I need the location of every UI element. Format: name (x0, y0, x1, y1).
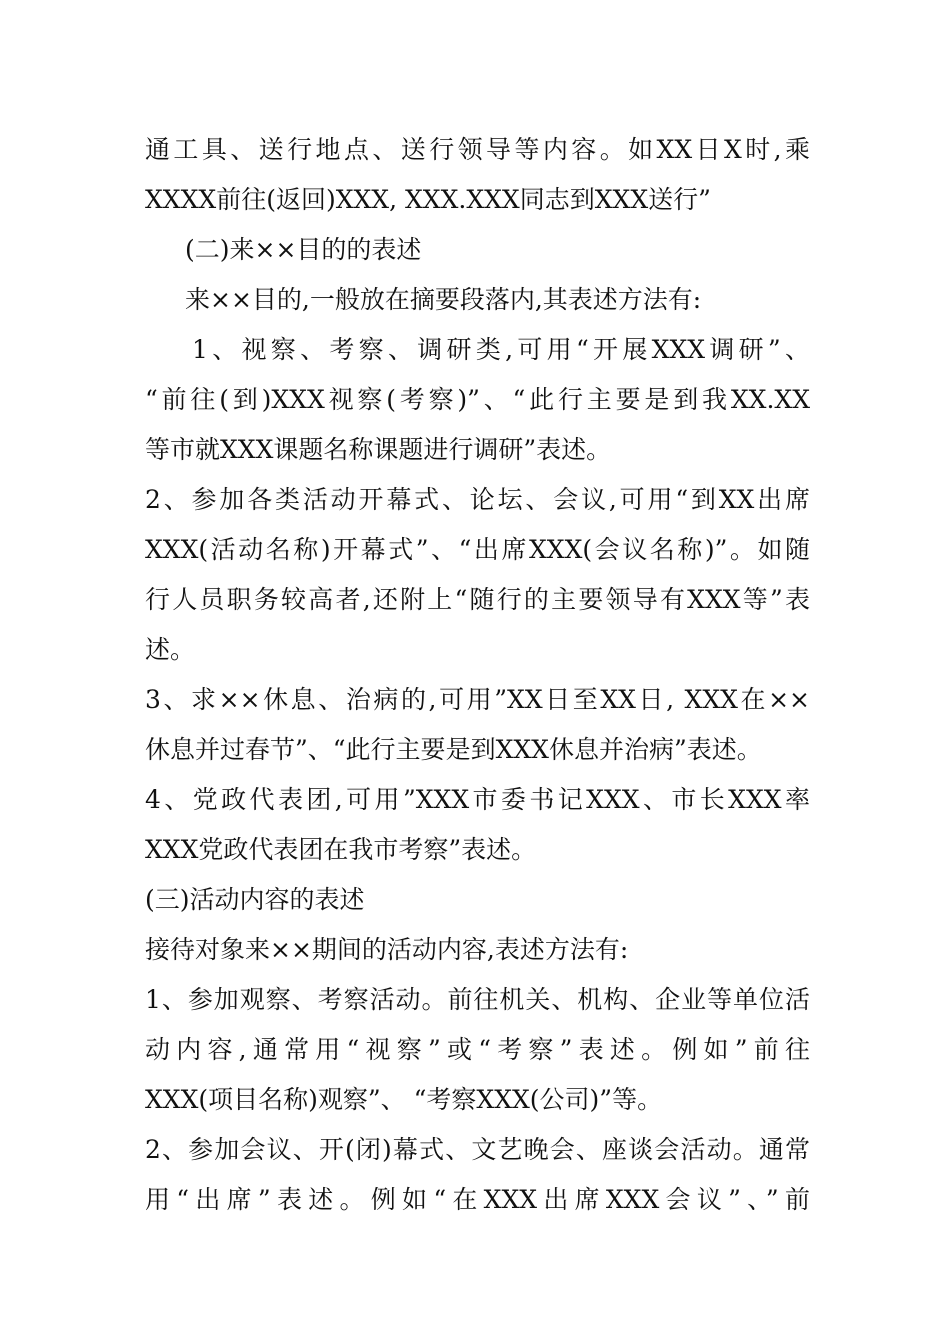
text-line: 行人员职务较高者,还附上“随行的主要领导有XXX等”表 (145, 585, 810, 614)
text-line: 3、求××休息、治病的,可用”XX日至XX日, XXX在×× (145, 685, 810, 714)
text-line: 2、参加各类活动开幕式、论坛、会议,可用“到XX出席 (145, 485, 810, 514)
text-line: 接待对象来××期间的活动内容,表述方法有: (145, 935, 629, 964)
text-line: 4、党政代表团,可用”XXX市委书记XXX、市长XXX率 (145, 785, 810, 814)
text-line: XXX党政代表团在我市考察”表述。 (145, 835, 537, 864)
text-line: 动内容,通常用“视察”或“考察”表述。例如”前往 (145, 1035, 810, 1064)
text-line: 1、视察、考察、调研类,可用“开展XXX调研”、 (192, 335, 810, 364)
text-line: XXXX前往(返回)XXX, XXX.XXX同志到XXX送行” (145, 185, 711, 214)
text-line: 述。 (145, 635, 196, 664)
text-line: 等市就XXX课题名称课题进行调研”表述。 (145, 435, 612, 464)
text-line: 休息并过春节”、“此行主要是到XXX休息并治病”表述。 (145, 735, 762, 764)
section-heading: (三)活动内容的表述 (145, 885, 365, 914)
text-line: 2、参加会议、开(闭)幕式、文艺晚会、座谈会活动。通常 (145, 1135, 810, 1164)
section-heading: (二)来××目的的表述 (185, 235, 422, 264)
text-line: XXX(项目名称)观察”、 “考察XXX(公司)”等。 (145, 1085, 663, 1114)
text-line: XXX(活动名称)开幕式”、“出席XXX(会议名称)”。如随 (145, 535, 810, 564)
text-line: 1、参加观察、考察活动。前往机关、机构、企业等单位活 (145, 985, 810, 1014)
text-line: 通工具、送行地点、送行领导等内容。如XX日X时,乘 (145, 135, 810, 164)
text-line: 来××目的,一般放在摘要段落内,其表述方法有: (185, 285, 702, 314)
text-line: “前往(到)XXX视察(考察)”、“此行主要是到我XX.XX (145, 385, 810, 414)
text-line: 用“出席”表述。例如“在XXX出席XXX会议”、”前 (145, 1185, 810, 1214)
